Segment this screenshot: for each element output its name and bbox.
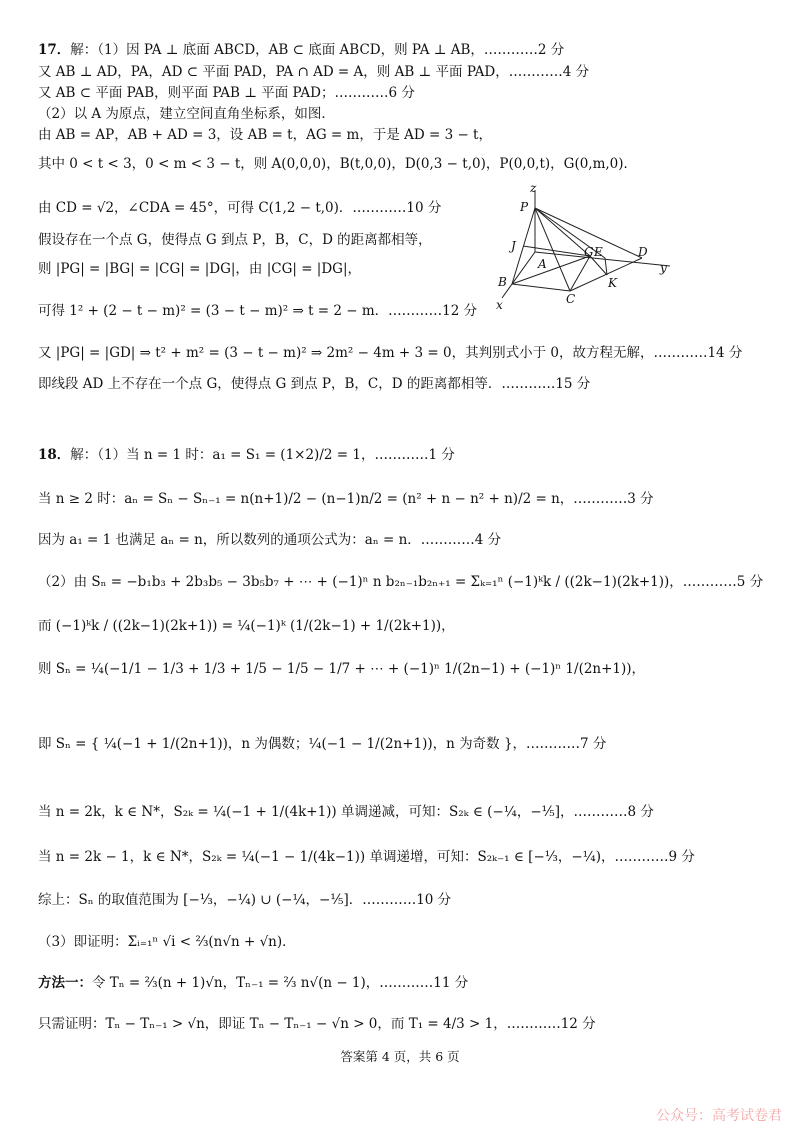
label-B: B (498, 275, 507, 289)
segment-BG (512, 256, 590, 284)
q17-line-4: （2）以 A 为原点，建立空间直角坐标系，如图． (38, 106, 335, 122)
pyramid-figure (490, 180, 680, 315)
q17-line-10: 可得 1² + (2 − t − m)² = (3 − t − m)² ⇒ t = 2 − m．…………12 分 (38, 303, 478, 319)
q17-line-7: 由 CD = √2，∠CDA = 45°，可得 C(1,2 − t,0)．…………10 分 (38, 200, 442, 216)
q17-line-8: 假设存在一个点 G，使得点 G 到点 P，B，C，D 的距离都相等， (38, 232, 432, 248)
label-E: E (594, 245, 603, 259)
q18-line-2: 当 n ≥ 2 时：aₙ = Sₙ − Sₙ₋₁ = n(n+1)/2 − (n−1)n/2 = (n² + n − n² + n)/2 = n，…………3 分 (38, 491, 654, 507)
q18-line-6: 则 Sₙ = ¼(−1/1 − 1/3 + 1/3 + 1/5 − 1/5 − 1/7 + ⋯ + (−1)ⁿ 1/(2n−1) + (−1)ⁿ 1/(2n+1))， (38, 661, 646, 677)
label-C: C (566, 292, 576, 306)
q18-line-8: 当 n = 2k，k ∈ N*，S₂ₖ = ¼(−1 + 1/(4k+1)) 单调递减，可知：S₂ₖ ∈ (−¼，−⅕]，…………8 分 (38, 804, 654, 820)
page-footer: 答案第 4 页，共 6 页 (340, 1049, 460, 1064)
q18-line-3: 因为 a₁ = 1 也满足 aₙ = n，所以数列的通项公式为：aₙ = n．…………4 分 (38, 532, 502, 548)
label-P: P (520, 200, 529, 214)
q18-line-5: 而 (−1)ᵏk / ((2k−1)(2k+1)) = ¼(−1)ᵏ (1/(2k−1) + 1/(2k+1))， (38, 618, 455, 634)
label-D: D (638, 245, 648, 259)
segment-CG (570, 256, 590, 291)
watermark: 公众号：高考试卷君 (656, 1108, 782, 1124)
label-y: y (660, 261, 667, 275)
q17-line-3: 又 AB ⊂ 平面 PAB，则平面 PAB ⊥ 平面 PAD；…………6 分 (38, 85, 415, 101)
q18-line-1: 18．解：（1）当 n = 1 时：a₁ = S₁ = (1×2)/2 = 1，…………1 分 (38, 447, 455, 463)
q18-line-11: （3）即证明：Σᵢ₌₁ⁿ √i < ⅔(n√n + √n)． (38, 934, 296, 950)
q17-line-12: 即线段 AD 上不存在一个点 G，使得点 G 到点 P，B，C，D 的距离都相等．…………15 分 (38, 376, 591, 392)
x-axis (502, 252, 535, 298)
q17-line-5: 由 AB = AP，AB + AD = 3，设 AB = t，AG = m，于是 AD = 3 − t， (38, 127, 492, 143)
q18-line-12: 方法一：令 Tₙ = ⅔(n + 1)√n，Tₙ₋₁ = ⅔ n√(n − 1)，…………11 分 (38, 975, 469, 991)
label-J: J (511, 239, 516, 253)
q17-line-1: 17．解：（1）因 PA ⊥ 底面 ABCD，AB ⊂ 底面 ABCD，则 PA ⊥ AB，…………2 分 (38, 42, 565, 58)
q17-line-11: 又 |PG| = |GD| ⇒ t² + m² = (3 − t − m)² ⇒ 2m² − 4m + 3 = 0，其判别式小于 0，故方程无解，…………14 分 (38, 345, 743, 361)
label-K: K (608, 276, 617, 290)
label-x: x (496, 298, 503, 312)
q18-line-7: 即 Sₙ = { ¼(−1 + 1/(2n+1))，n 为偶数；¼(−1 − 1/(2n+1))，n 为奇数 }，…………7 分 (38, 736, 607, 752)
q17-line-2: 又 AB ⊥ AD，PA，AD ⊂ 平面 PAD，PA ∩ AD = A，则 AB ⊥ 平面 PAD，…………4 分 (38, 64, 590, 80)
q18-line-10: 综上：Sₙ 的取值范围为 [−⅓，−¼) ∪ (−¼，−⅕]．…………10 分 (38, 892, 452, 908)
label-A: A (538, 257, 547, 271)
q17-line-6: 其中 0 < t < 3，0 < m < 3 − t，则 A(0,0,0)，B(t,0,0)，D(0,3 − t,0)，P(0,0,t)，G(0,m,0)． (38, 156, 638, 172)
label-G: G (584, 245, 594, 259)
edge-BC (512, 284, 570, 291)
q18-line-4: （2）由 Sₙ = −b₁b₃ + 2b₃b₅ − 3b₅b₇ + ⋯ + (−1)ⁿ n b₂ₙ₋₁b₂ₙ₊₁ = Σₖ₌₁ⁿ (−1)ᵏk / ((2k−1)(2k+1))，…………5 分 (38, 574, 764, 590)
q18-line-13: 只需证明：Tₙ − Tₙ₋₁ > √n，即证 Tₙ − Tₙ₋₁ − √n > 0，而 T₁ = 4/3 > 1，…………12 分 (38, 1016, 596, 1032)
label-z: z (530, 181, 537, 195)
q18-line-9: 当 n = 2k − 1，k ∈ N*，S₂ₖ = ¼(−1 − 1/(4k−1)) 单调递增，可知：S₂ₖ₋₁ ∈ [−⅓，−¼)，…………9 分 (38, 849, 695, 865)
q17-line-9: 则 |PG| = |BG| = |CG| = |DG|，由 |CG| = |DG|， (38, 261, 362, 277)
